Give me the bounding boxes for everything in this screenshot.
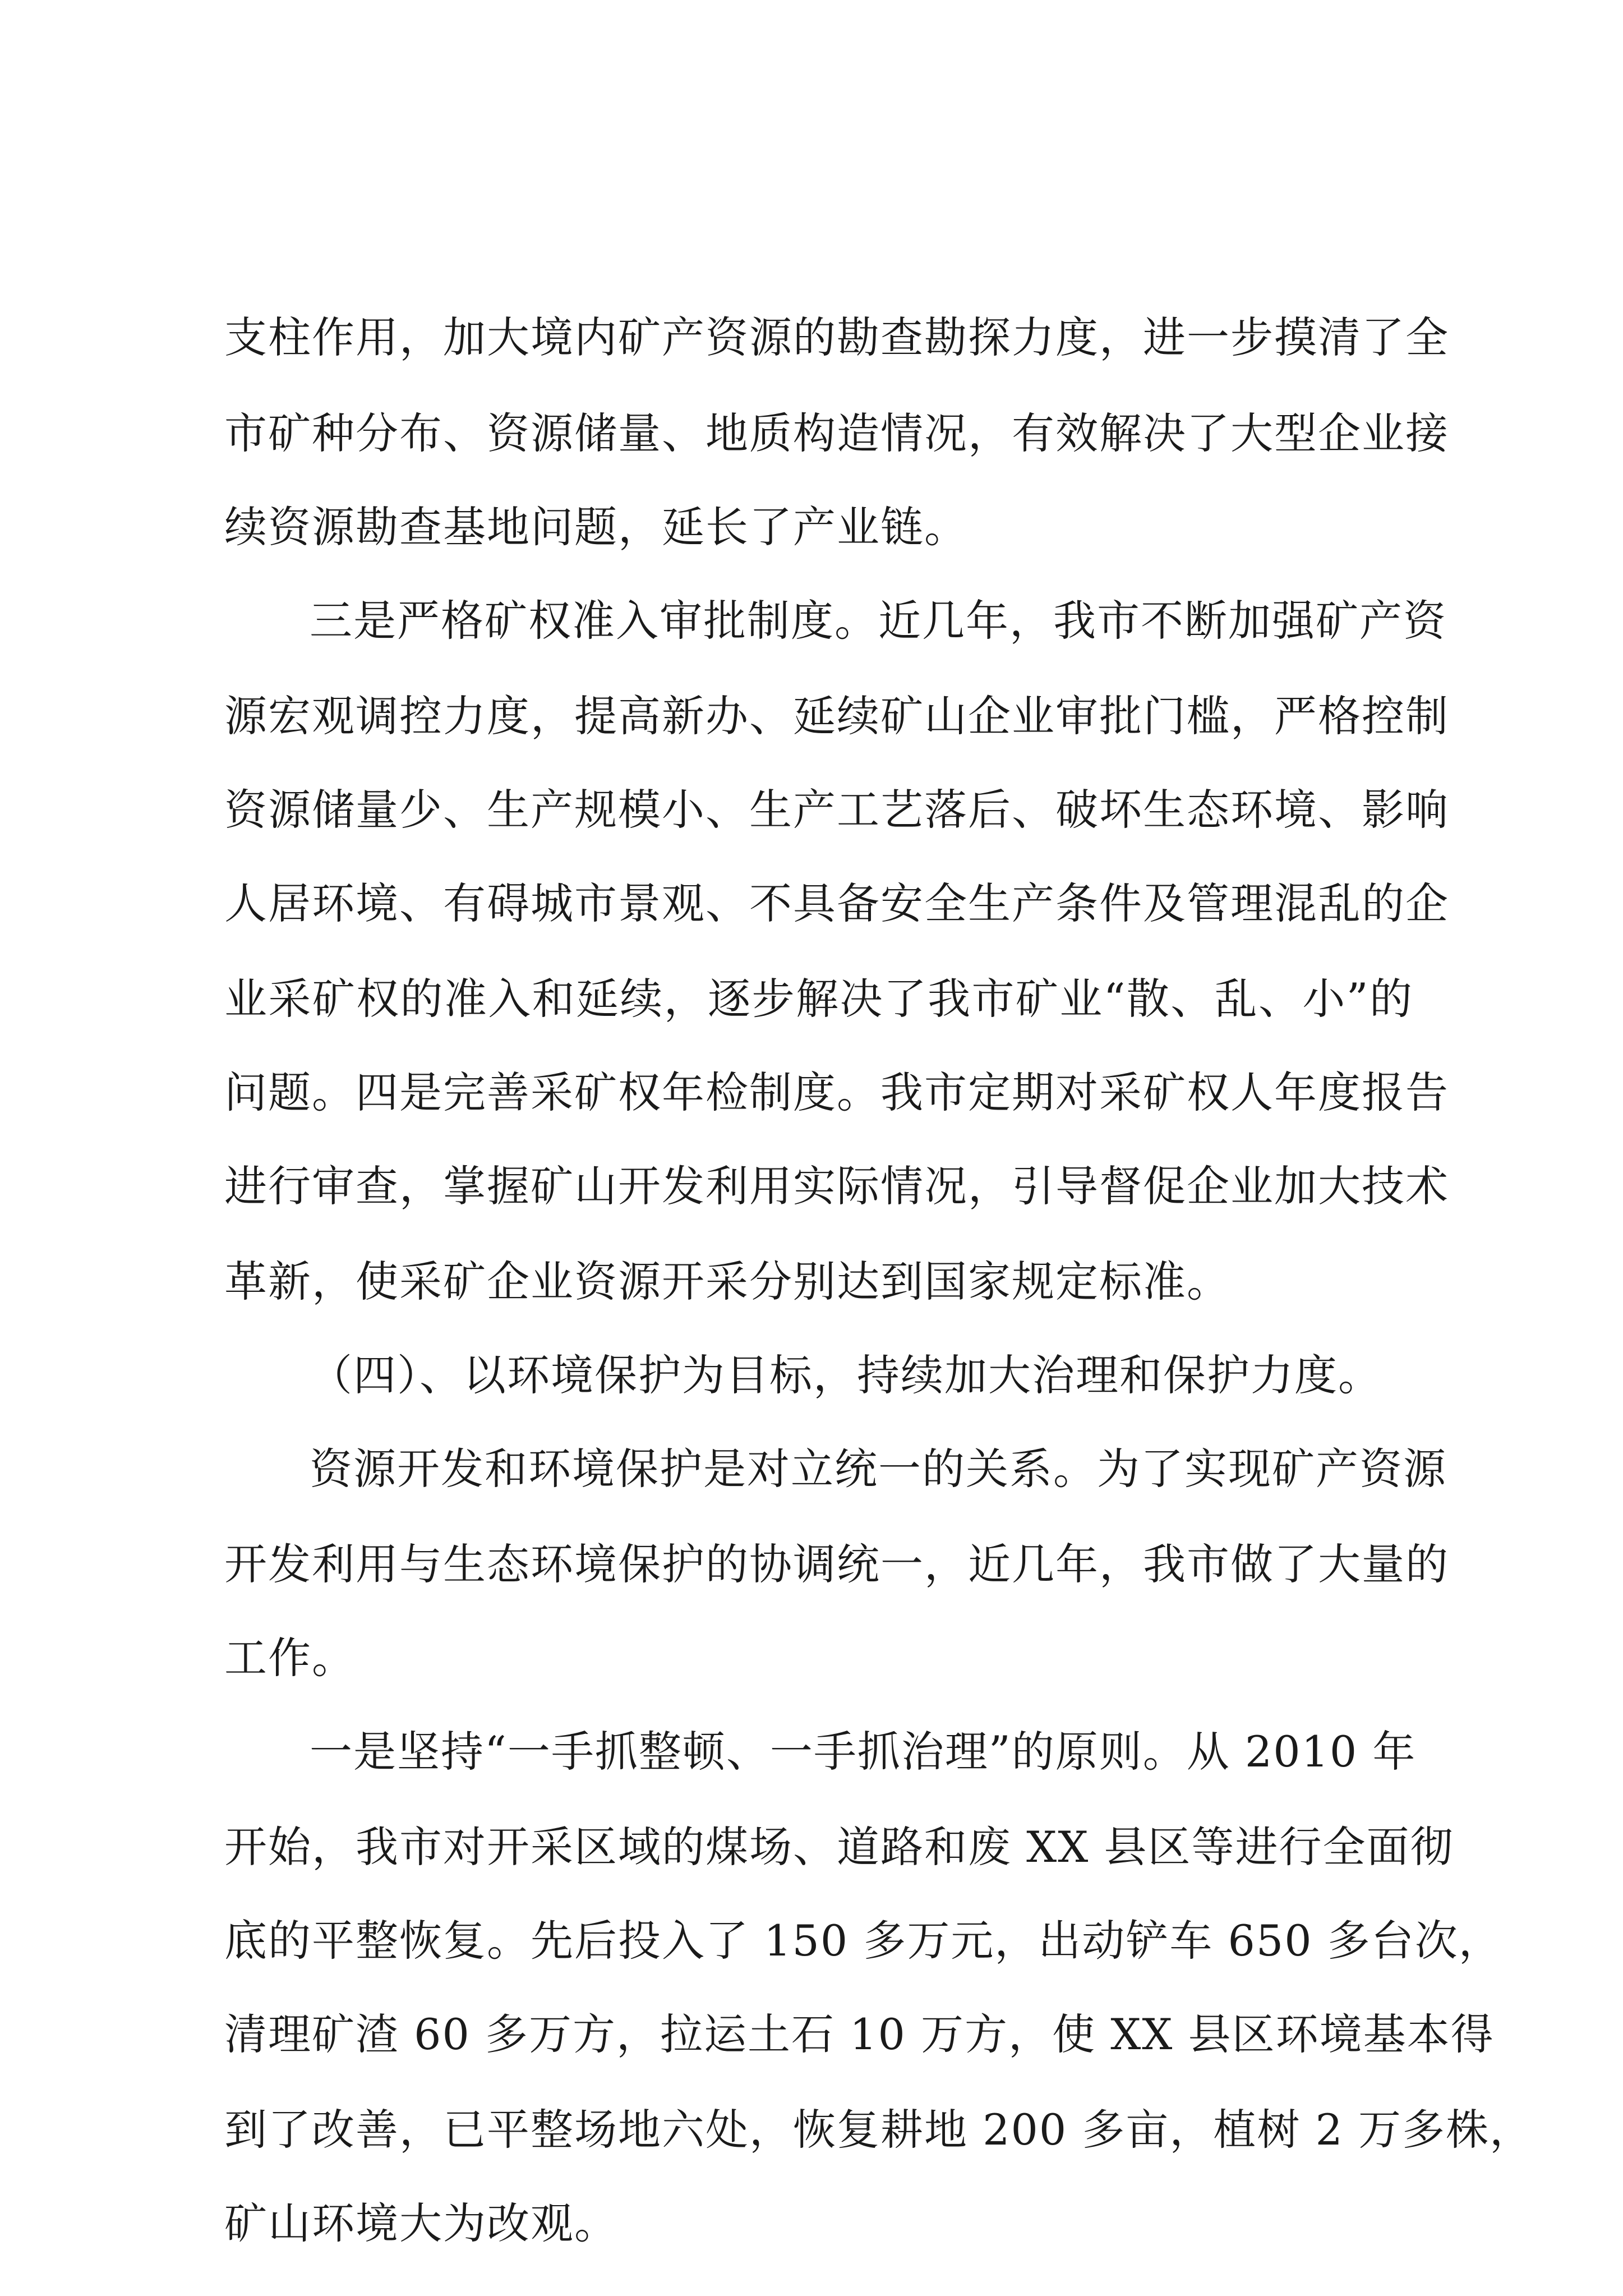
body-line: 资源开发和环境保护是对立统一的关系。为了实现矿产资源: [310, 1444, 1447, 1494]
body-line: 三是严格矿权准入审批制度。近几年，我市不断加强矿产资: [310, 596, 1447, 646]
body-line: 市矿种分布、资源储量、地质构造情况，有效解决了大型企业接: [224, 408, 1449, 458]
body-line: 支柱作用，加大境内矿产资源的勘查勘探力度，进一步摸清了全: [224, 312, 1449, 362]
body-line: 清理矿渣 60 多万方，拉运土石 10 万方，使 XX 县区环境基本得: [224, 2009, 1495, 2059]
body-line: 革新，使采矿企业资源开采分别达到国家规定标准。: [224, 1257, 1230, 1306]
body-line: 工作。: [224, 1633, 356, 1683]
body-line: 业采矿权的准入和延续，逐步解决了我市矿业“散、乱、小”的: [224, 974, 1413, 1024]
body-line: 矿山环境大为改观。: [224, 2198, 618, 2248]
section-heading: （四）、以环境保护为目标，持续加大治理和保护力度。: [310, 1350, 1382, 1400]
body-line: 开始，我市对开采区域的煤场、道路和废 XX 县区等进行全面彻: [224, 1822, 1454, 1872]
body-line: 底的平整恢复。先后投入了 150 多万元，出动铲车 650 多台次，: [224, 1916, 1502, 1966]
body-line: 到了改善，已平整场地六处，恢复耕地 200 多亩，植树 2 万多株，: [224, 2105, 1534, 2155]
body-line: 源宏观调控力度，提高新办、延续矿山企业审批门槛，严格控制: [224, 691, 1449, 741]
body-line: 进行审查，掌握矿山开发利用实际情况，引导督促企业加大技术: [224, 1161, 1449, 1211]
body-line: 一是坚持“一手抓整顿、一手抓治理”的原则。从 2010 年: [310, 1727, 1417, 1777]
body-line: 人居环境、有碍城市景观、不具备安全生产条件及管理混乱的企: [224, 878, 1449, 928]
body-line: 开发利用与生态环境保护的协调统一，近几年，我市做了大量的: [224, 1539, 1449, 1589]
body-line: 续资源勘查基地问题，延长了产业链。: [224, 502, 968, 552]
body-line: 问题。四是完善采矿权年检制度。我市定期对采矿权人年度报告: [224, 1068, 1449, 1117]
body-line: 资源储量少、生产规模小、生产工艺落后、破坏生态环境、影响: [224, 785, 1449, 835]
